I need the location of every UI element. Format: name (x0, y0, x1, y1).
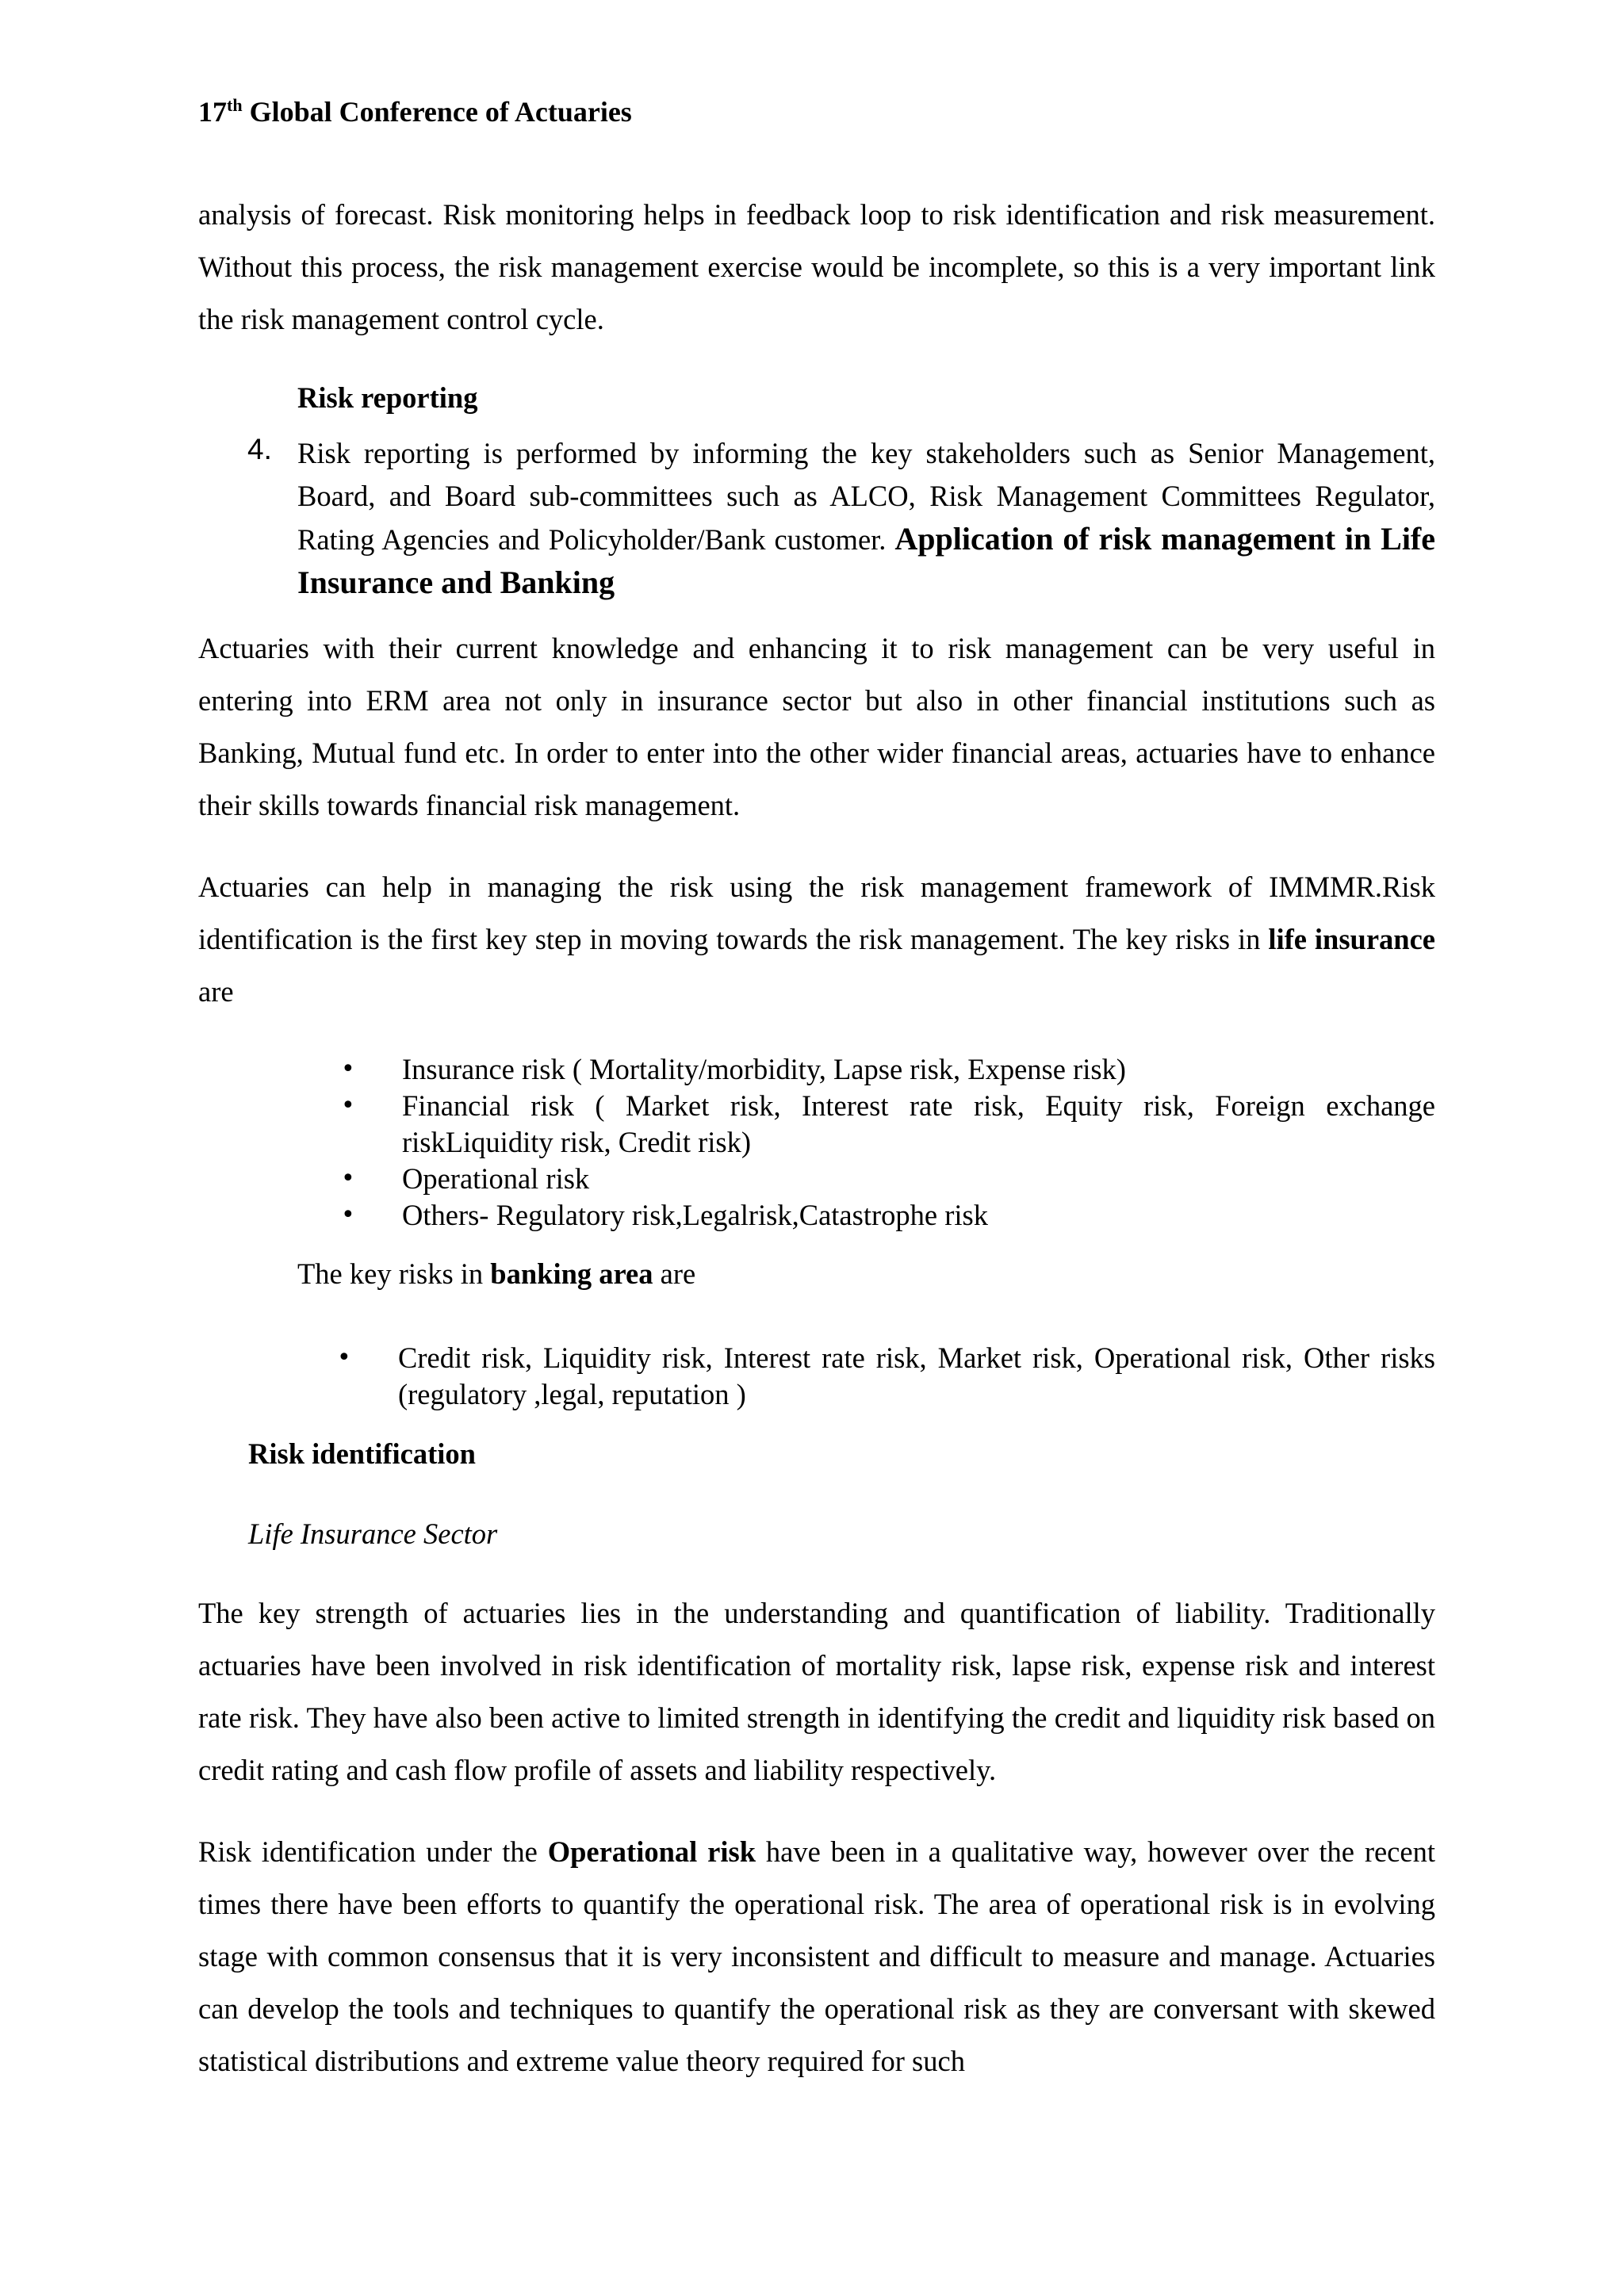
banking-intro-pre: The key risks in (297, 1257, 491, 1290)
section-title-application: Application of risk management in Life Insurance and Banking (297, 521, 1436, 600)
oprisk-pre: Risk identification under the (198, 1835, 548, 1868)
list-item (341, 1051, 1435, 1088)
immmr-text: Actuaries can help in managing the risk using the risk management framework of IMMMR.Risk identification is the first key step in moving towards the risk management. The key risks in (198, 871, 1435, 955)
page-header (198, 95, 632, 128)
list-item (341, 1161, 1435, 1197)
subheading-life-insurance-sector: Life Insurance Sector (248, 1517, 498, 1550)
list-item-text: Insurance risk ( Mortality/morbidity, Lapse risk, Expense risk) (402, 1053, 1126, 1085)
list-item-text: Operational risk (402, 1162, 590, 1195)
list-item-text: Credit risk, Liquidity risk, Interest rate risk, Market risk, Operational risk, Other risks (regulatory ,legal, reputation ) (398, 1341, 1435, 1410)
list-item-text: Financial risk ( Market risk, Interest rate risk, Equity risk, Foreign exchange riskLiquidity risk, Credit risk) (402, 1089, 1435, 1158)
list-item (337, 1340, 1435, 1413)
life-risks-list (341, 1051, 1435, 1234)
paragraph-actuaries-immmr (198, 861, 1435, 1018)
bullet-icon: • (341, 1092, 355, 1119)
heading-risk-reporting: Risk reporting (297, 381, 478, 414)
banking-risks-list (337, 1340, 1435, 1413)
list-item-text: Others- Regulatory risk,Legalrisk,Catastrophe risk (402, 1199, 988, 1231)
list-number: 4. (247, 433, 272, 465)
bullet-icon: • (337, 1344, 351, 1372)
operational-risk-bold: Operational risk (547, 1835, 756, 1868)
header-superscript: th (227, 95, 243, 115)
risk-reporting-text: Risk reporting is performed by informing the key stakeholders such as Senior Management, Board, and Board sub-committees such as ALCO, Risk Management Committees Regulator, Rating Agencies and Policyholder/Bank customer. (297, 437, 1435, 556)
bullet-icon: • (341, 1055, 355, 1083)
oprisk-post: have been in a qualitative way, however over the recent times there have been efforts to quantify the operational risk. The area of operational risk is in evolving stage with common consensus that it is very inconsistent and difficult to measure and manage. Actuaries can develop the tools and techniques to quantify the operational risk as they are conversant with skewed statistical distributions and extreme value theory required for such (198, 1835, 1435, 2077)
paragraph-risk-reporting (297, 432, 1435, 605)
bullet-icon: • (341, 1165, 355, 1192)
immmr-tail: are (198, 975, 234, 1008)
banking-intro-post: are (653, 1257, 696, 1290)
heading-risk-identification: Risk identification (248, 1437, 476, 1470)
list-item (341, 1088, 1435, 1161)
life-insurance-bold: life insurance (1268, 923, 1435, 955)
paragraph-operational-risk (198, 1826, 1435, 2087)
header-number: 17 (198, 96, 227, 128)
banking-area-bold: banking area (490, 1257, 653, 1290)
paragraph-key-strength: The key strength of actuaries lies in the understanding and quantification of liability. Traditionally actuaries have been involved in risk identification of mortality risk, lapse risk, expense risk and interest rate risk. They have also been active to limited strength in identifying the credit and liquidity risk based on credit rating and cash flow profile of assets and liability respectively. (198, 1597, 1435, 1786)
paragraph-actuaries-erm: Actuaries with their current knowledge and enhancing it to risk management can be very useful in entering into ERM area not only in insurance sector but also in other financial institutions such as Banking, Mutual fund etc. In order to enter into the other wider financial areas, actuaries have to enhance their skills towards financial risk management. (198, 632, 1435, 821)
paragraph-risk-monitoring: analysis of forecast. Risk monitoring helps in feedback loop to risk identification and risk measurement. Without this process, the risk management exercise would be incomplete, so this is a very important link the risk management control cycle. (198, 198, 1435, 335)
bullet-icon: • (341, 1201, 355, 1229)
banking-intro (297, 1257, 695, 1291)
list-item (341, 1197, 1435, 1234)
header-title: Global Conference of Actuaries (242, 96, 632, 128)
